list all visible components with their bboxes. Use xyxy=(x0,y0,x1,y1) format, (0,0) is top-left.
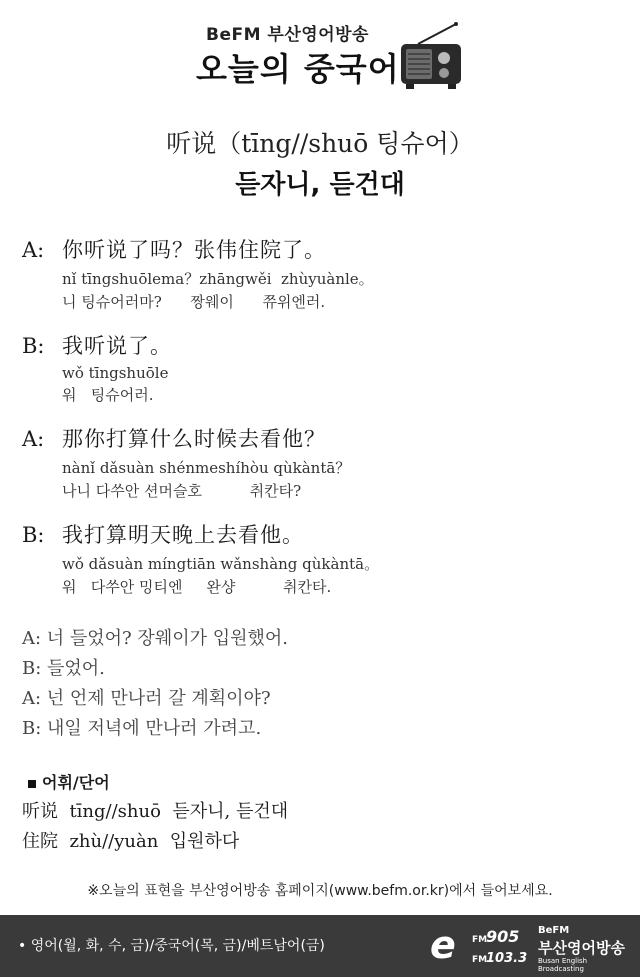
logo-fm-label: FM xyxy=(472,935,488,945)
phrase-meaning: 듣자니, 듣건대 xyxy=(235,170,405,200)
vocabulary-item: 听说 tīng//shuō 듣자니, 듣건대 xyxy=(22,801,289,822)
broadcast-schedule: • 영어(월, 화, 수, 금)/중국어(목, 금)/베트남어(금) xyxy=(18,938,325,954)
footer-bar xyxy=(0,915,640,977)
translation-line: A: 너 들었어? 장웨이가 입원했어. xyxy=(22,628,288,649)
chinese-sentence: 你听说了吗？张伟住院了。 xyxy=(62,238,326,262)
chinese-sentence: 那你打算什么时候去看他？ xyxy=(62,427,326,451)
vocabulary-heading xyxy=(28,770,622,793)
dialogue-turn xyxy=(22,234,622,312)
translation-line: B: 들었어. xyxy=(22,658,105,679)
korean-pronunciation: 나니 다쑤안 션머슬호 취칸타? xyxy=(62,482,302,500)
pinyin-line: wǒ dǎsuàn míngtiān wǎnshàng qùkàntā。 xyxy=(62,555,380,573)
dialogue-turn xyxy=(22,519,622,597)
logo-frequency: 905 xyxy=(486,927,520,946)
korean-translation xyxy=(22,624,622,744)
vocabulary-heading-text: 어휘/단어 xyxy=(42,773,110,792)
vocabulary-item: 住院 zhù//yuàn 입원하다 xyxy=(22,831,240,852)
dialogue xyxy=(22,234,622,615)
speaker-label: B: xyxy=(22,334,45,358)
pinyin-line: wǒ tīngshuōle xyxy=(62,364,169,382)
logo-fm-label: FM xyxy=(472,955,488,965)
chinese-sentence: 我打算明天晚上去看他。 xyxy=(62,523,304,547)
header xyxy=(0,0,640,110)
show-title: 오늘의 중국어 xyxy=(196,50,400,88)
speaker-label: B: xyxy=(22,523,45,547)
brand-name: BeFM 부산영어방송 xyxy=(206,25,369,45)
korean-pronunciation: 워 다쑤안 밍티엔 완샹 취칸타. xyxy=(62,578,332,596)
korean-pronunciation: 니 팅슈어러마? 짱웨이 쮸위엔러. xyxy=(62,293,326,311)
vocabulary-section xyxy=(22,770,622,853)
speaker-label: A: xyxy=(22,427,45,451)
translation-line: A: 넌 언제 만나러 갈 계획이야? xyxy=(22,688,271,709)
speaker-label: A: xyxy=(22,238,45,262)
logo-brand: BeFM xyxy=(538,925,570,936)
dialogue-turn xyxy=(22,330,622,405)
korean-pronunciation: 워 팅슈어러. xyxy=(62,386,154,404)
logo-english-name: Busan English Broadcasting xyxy=(538,957,588,973)
radio-icon xyxy=(398,22,464,92)
logo-frequency: 103.3 xyxy=(486,951,528,966)
phrase-title: 听说（tīng//shuō 팅슈어） xyxy=(166,129,474,158)
pinyin-line: nànǐ dǎsuàn shénmeshíhòu qùkàntā？ xyxy=(62,459,351,477)
square-bullet-icon xyxy=(28,780,36,788)
logo-korean-name: 부산영어방송 xyxy=(538,939,625,957)
website-note: ※오늘의 표현을 부산영어방송 홈페이지(www.befm.or.kr)에서 들어보세요. xyxy=(87,883,553,899)
pinyin-line: nǐ tīngshuōlema？zhāngwěi zhùyuànle。 xyxy=(62,270,374,288)
logo-e-mark: e xyxy=(430,923,456,967)
befm-logo xyxy=(428,923,633,971)
chinese-sentence: 我听说了。 xyxy=(62,334,172,358)
translation-line: B: 내일 저녁에 만나러 가려고. xyxy=(22,718,262,739)
dialogue-turn xyxy=(22,423,622,501)
